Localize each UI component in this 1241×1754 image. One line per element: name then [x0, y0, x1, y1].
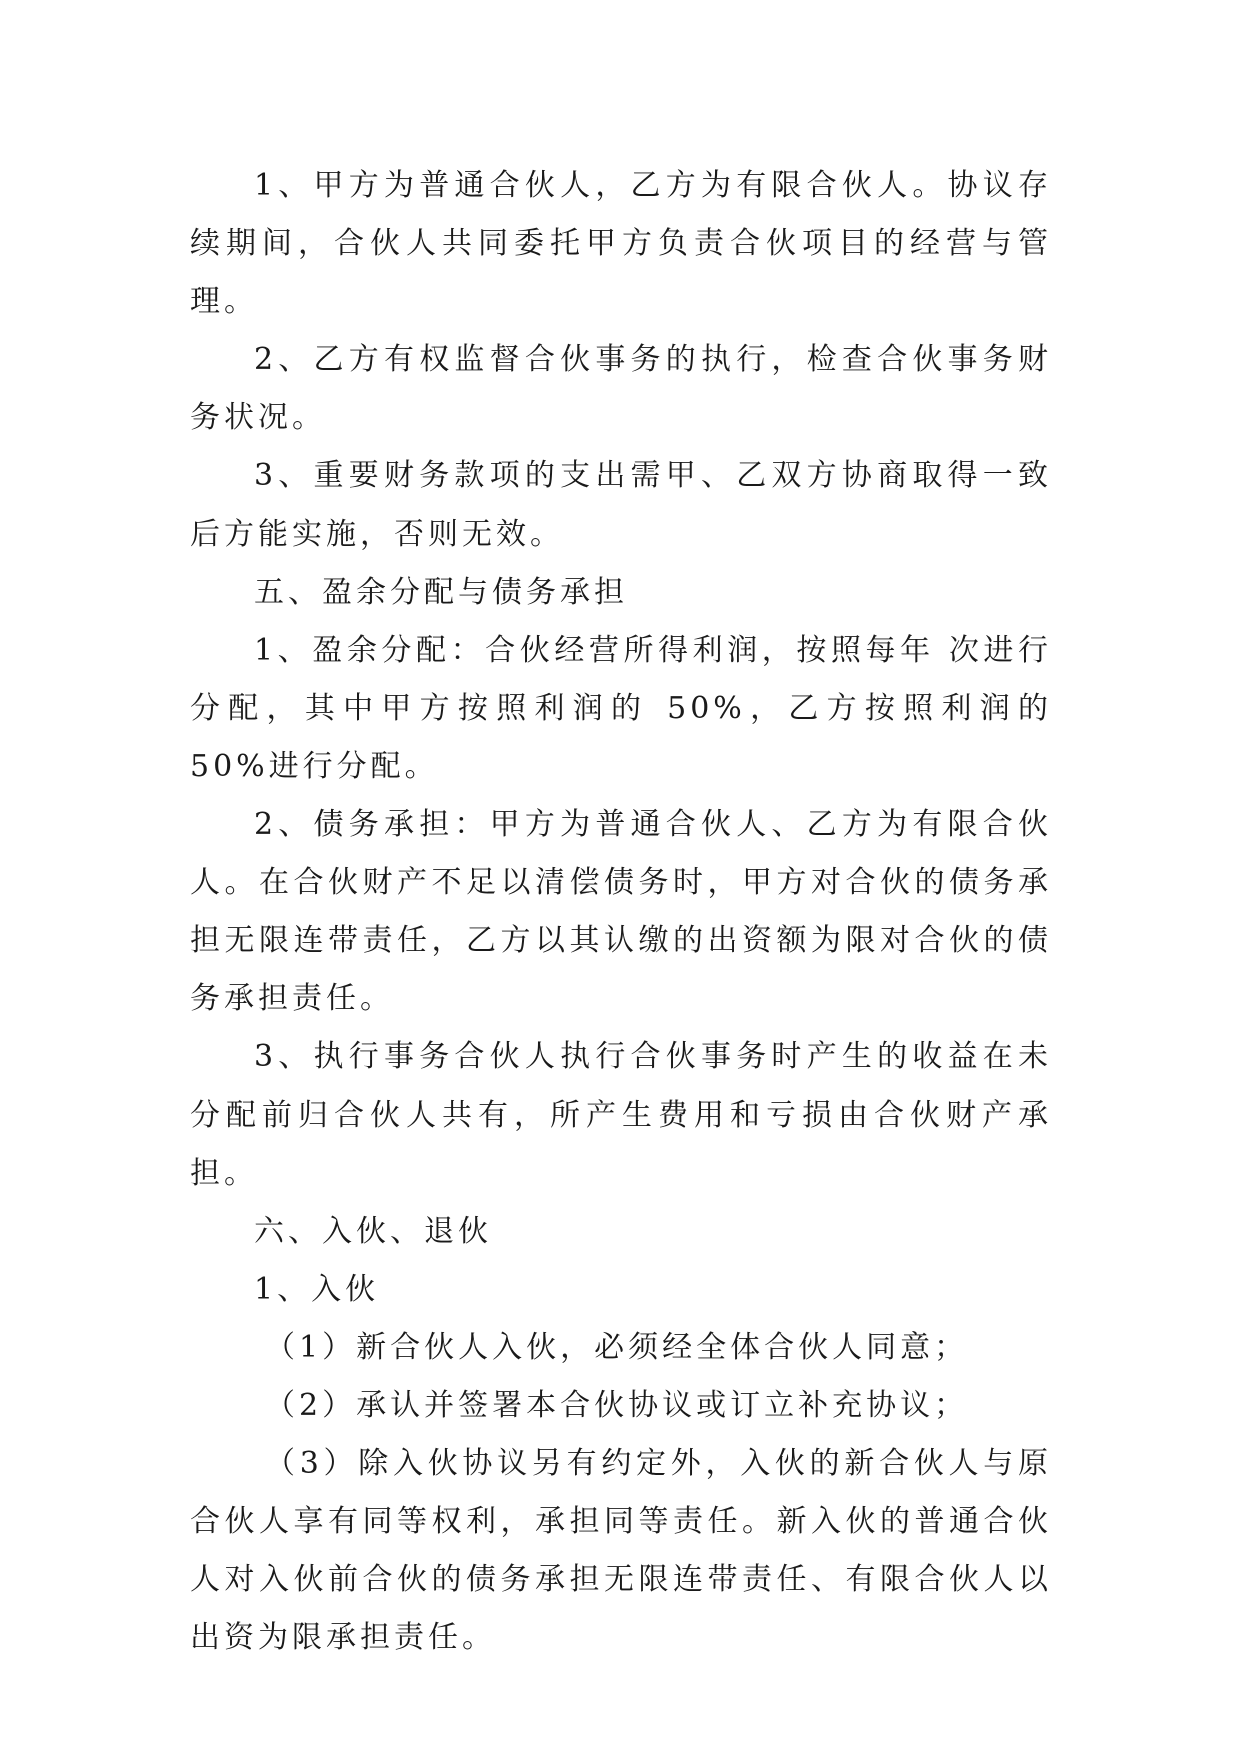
paragraph-duty-1: 1、甲方为普通合伙人，乙方为有限合伙人。协议存续期间，合伙人共同委托甲方负责合伙项目的经营与管理。 [190, 168, 1052, 320]
list-item-join-1: （1）新合伙人入伙，必须经全体合伙人同意； [265, 1329, 969, 1365]
section-heading-profit-debt: 五、盈余分配与债务承担 [254, 574, 628, 610]
paragraph-duty-3: 3、重要财务款项的支出需甲、乙双方协商取得一致后方能实施，否则无效。 [190, 458, 1052, 552]
section-heading-join-withdraw: 六、入伙、退伙 [254, 1213, 492, 1249]
paragraph-profit-distribution: 1、盈余分配：合伙经营所得利润，按照每年 次进行分配，其中甲方按照利润的 50%，乙方按照利润的 50%进行分配。 [190, 632, 1052, 784]
paragraph-duty-2: 2、乙方有权监督合伙事务的执行，检查合伙事务财务状况。 [190, 342, 1052, 436]
list-item-join-2: （2）承认并签署本合伙协议或订立补充协议； [265, 1387, 969, 1423]
paragraph-executive-partner-income: 3、执行事务合伙人执行合伙事务时产生的收益在未分配前归合伙人共有，所产生费用和亏损由合伙财产承担。 [190, 1039, 1052, 1191]
subheading-joining: 1、入伙 [254, 1271, 380, 1307]
document-body [190, 157, 1052, 1667]
paragraph-debt-bearing: 2、债务承担：甲方为普通合伙人、乙方为有限合伙人。在合伙财产不足以清偿债务时，甲方对合伙的债务承担无限连带责任，乙方以其认缴的出资额为限对合伙的债务承担责任。 [190, 807, 1052, 1017]
list-item-join-3: （3）除入伙协议另有约定外，入伙的新合伙人与原合伙人享有同等权利，承担同等责任。新入伙的普通合伙人对入伙前合伙的债务承担无限连带责任、有限合伙人以出资为限承担责任。 [190, 1446, 1052, 1656]
